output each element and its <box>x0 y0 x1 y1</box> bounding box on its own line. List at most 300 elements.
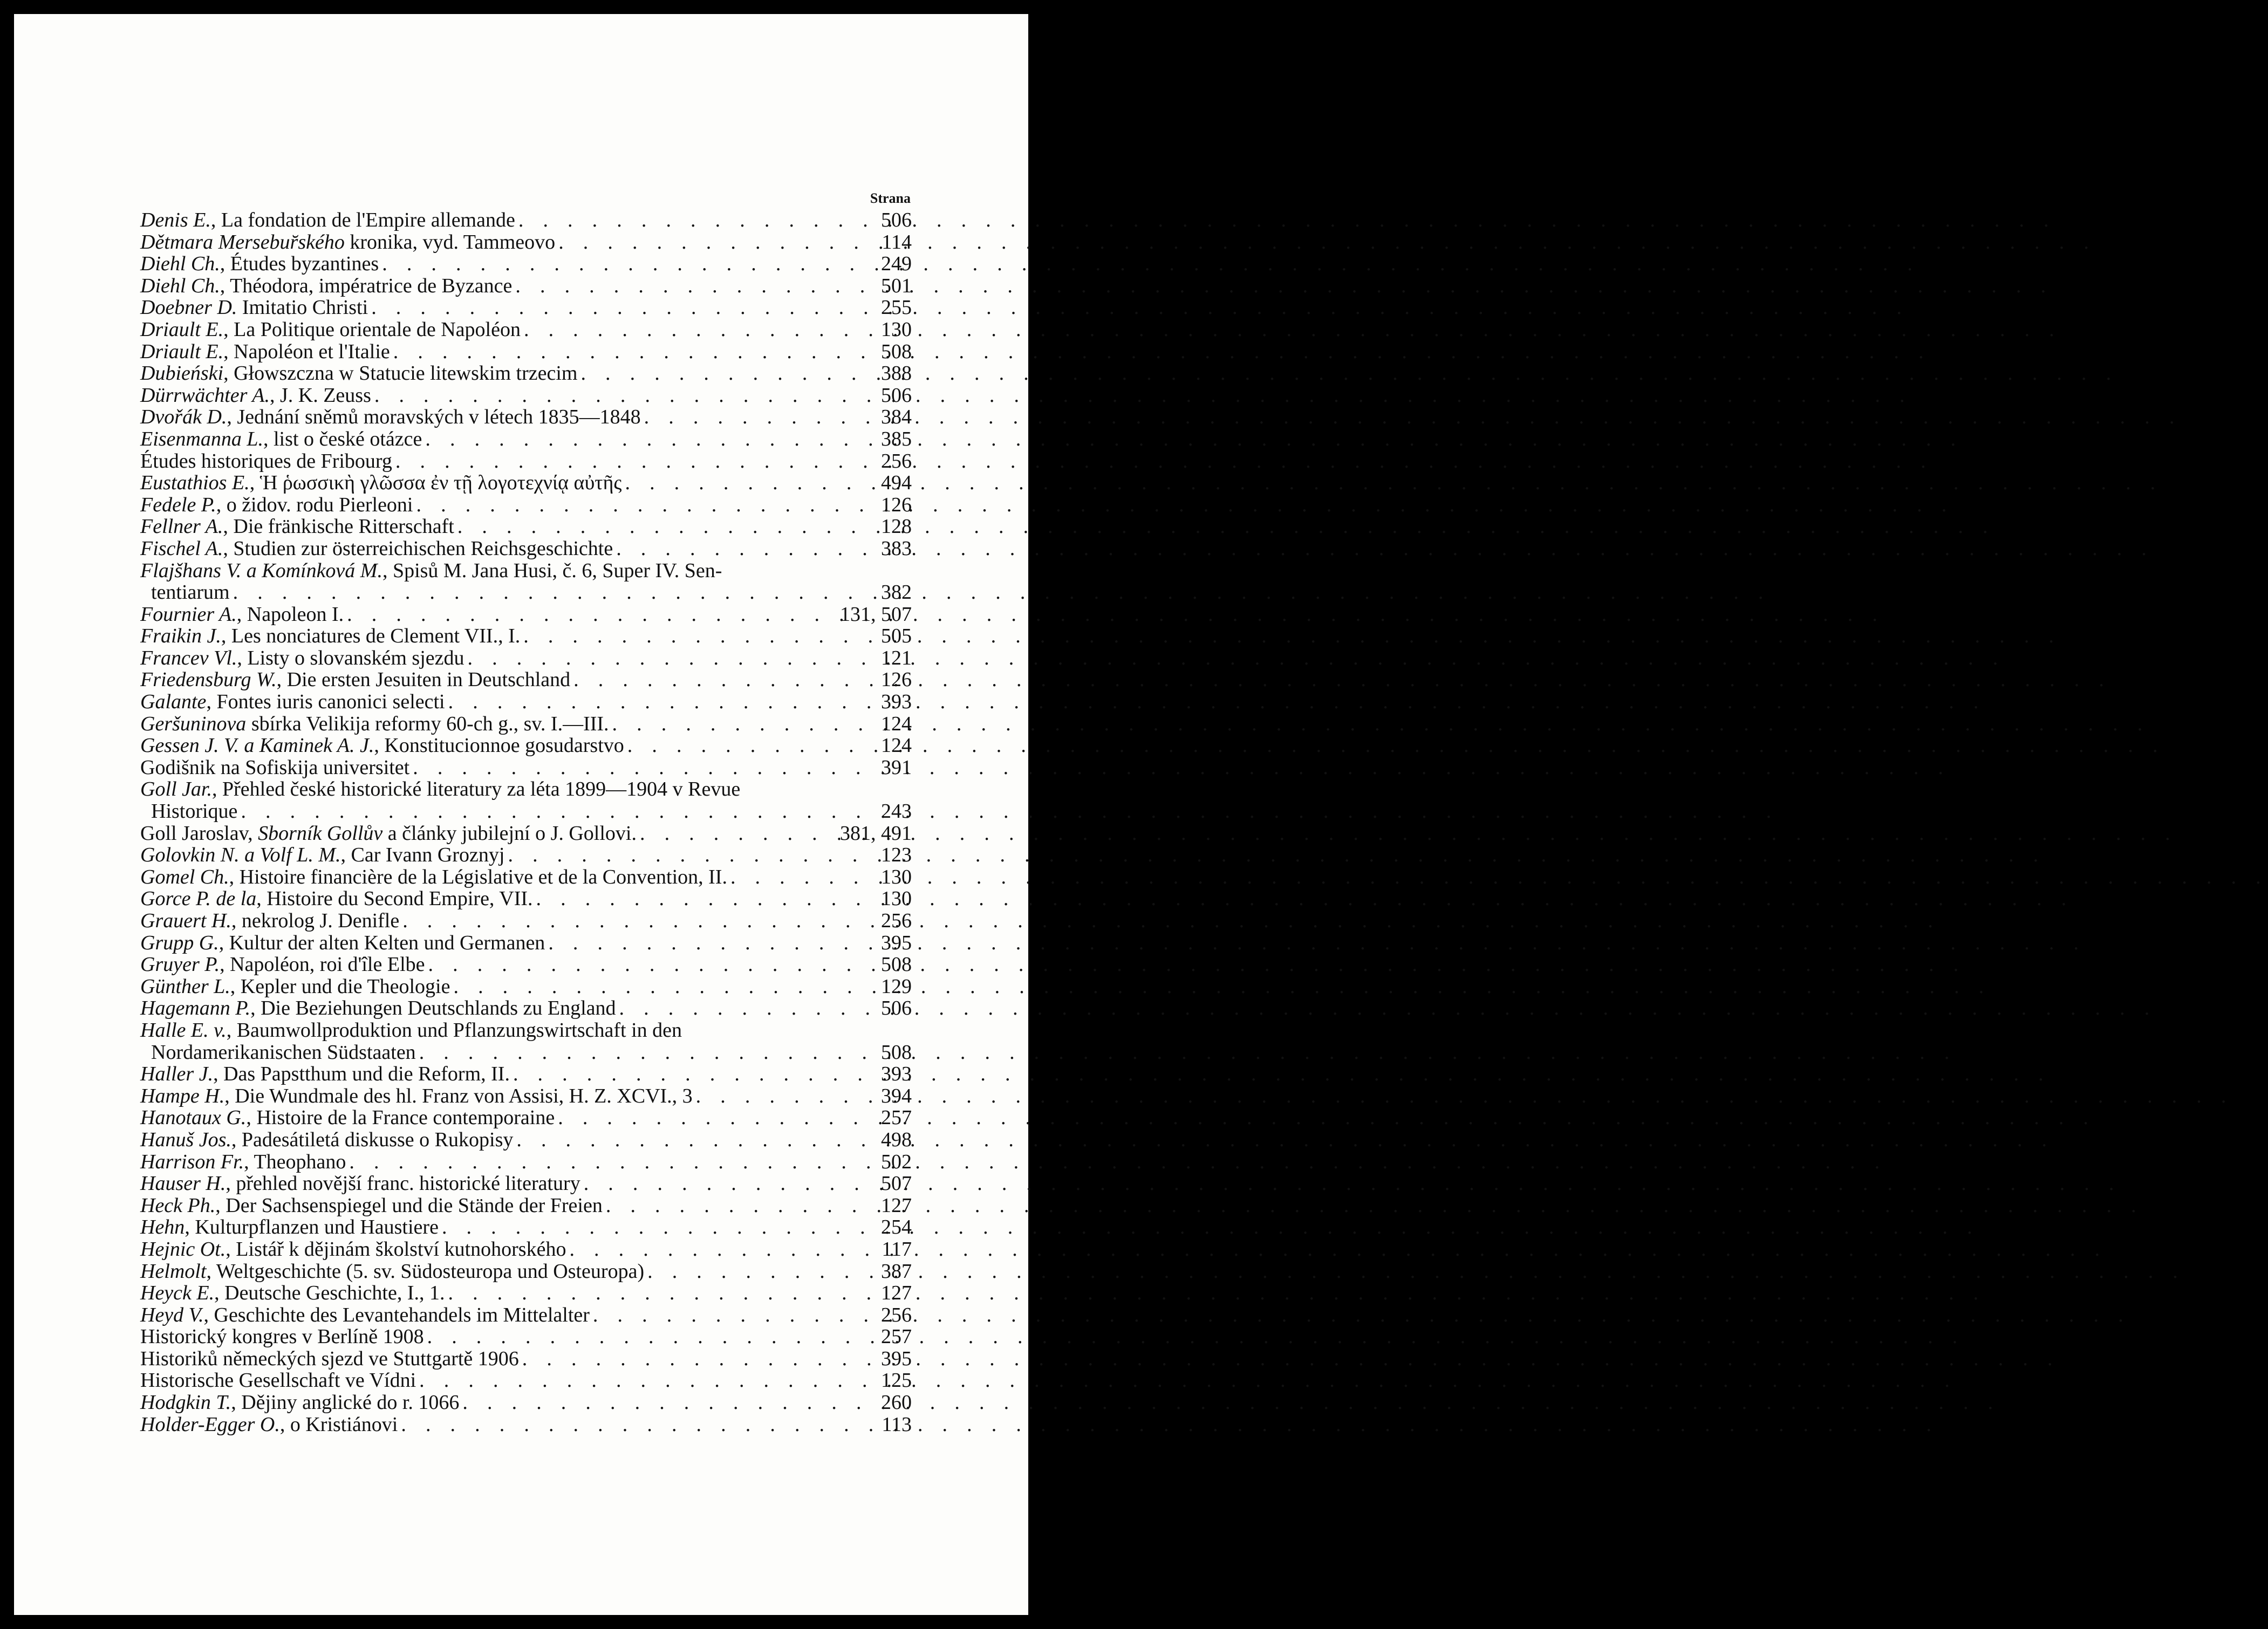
leader-dots <box>422 428 874 450</box>
entry-page-number: 126 <box>881 493 912 516</box>
index-entry <box>140 472 912 494</box>
entry-title: kronika, vyd. Tammeovo <box>344 230 556 254</box>
entry-title: , Listář k dějinám školství kutnohorského <box>226 1237 566 1261</box>
entry-title-italic: Sborník Gollův <box>258 822 383 845</box>
leader-dots <box>390 341 874 363</box>
entry-text <box>140 997 616 1019</box>
index-entry <box>140 1195 912 1217</box>
leader-dots <box>464 647 875 669</box>
index-entry <box>140 406 912 428</box>
leader-dots <box>621 472 874 494</box>
entry-text <box>140 231 555 254</box>
leader-dots <box>637 823 840 845</box>
entry-text <box>140 428 422 450</box>
entry-title: , Konstitucionnoe gosudarstvo <box>374 734 624 757</box>
entry-page-number: 256 <box>881 449 912 473</box>
index-entry <box>140 669 912 691</box>
entry-title: , Studien zur österreichischen Reichsgeschichte <box>223 537 613 560</box>
leader-dots <box>398 1414 874 1436</box>
leader-dots <box>371 385 874 407</box>
index-entry <box>140 1151 912 1173</box>
entry-text <box>140 538 613 560</box>
index-entry <box>140 757 912 779</box>
entry-title: , Přehled české historické literatury za léta 1899—1904 v Revue <box>212 778 741 801</box>
index-entry <box>140 450 912 473</box>
entry-text <box>140 450 392 473</box>
entry-title: Goll Jaroslav, <box>140 822 258 845</box>
leader-dots <box>515 209 874 231</box>
entry-title: , přehled novější franc. historické literatury <box>226 1172 580 1195</box>
entry-author: Gorce P. de la <box>140 887 257 911</box>
entry-page-number: 129 <box>881 975 912 998</box>
entry-text <box>140 406 641 428</box>
entry-text <box>140 1019 682 1042</box>
entry-text <box>140 1370 416 1392</box>
entry-page-number: 243 <box>881 800 912 823</box>
entry-author: Hehn <box>140 1216 185 1239</box>
entry-page-number: 508 <box>881 1041 912 1064</box>
entry-page-number: 123 <box>881 844 912 867</box>
entry-title-rest: a články jubilejní o J. Gollovi. <box>382 822 637 845</box>
entry-page-number: 131, 507 <box>840 603 912 626</box>
leader-dots <box>510 1063 874 1085</box>
entry-author: Hampe H. <box>140 1084 225 1107</box>
entry-text <box>140 757 409 779</box>
entry-title: , Głowszczna w Statucie litewskim trzecim <box>223 362 578 385</box>
entry-text <box>140 1348 519 1370</box>
entry-title: , Theophano <box>244 1150 346 1173</box>
entry-text <box>140 1173 580 1195</box>
index-entry-continuation <box>140 581 912 604</box>
entry-author: Denis E. <box>140 209 211 231</box>
entry-author: Helmolt <box>140 1260 207 1283</box>
index-entry <box>140 1261 912 1283</box>
leader-dots <box>521 319 874 341</box>
entry-title: Historiků německých sjezd ve Stuttgartě 1906 <box>140 1347 519 1370</box>
entry-author: Hejnic Ot. <box>140 1237 226 1261</box>
index-entry <box>140 297 912 319</box>
entry-page-number: 383 <box>881 537 912 560</box>
entry-text <box>140 516 454 538</box>
entry-page-number: 130 <box>881 887 912 911</box>
entry-page-number: 506 <box>881 384 912 407</box>
entry-author: Heyck E. <box>140 1282 215 1305</box>
leader-dots <box>346 1151 874 1173</box>
index-entry <box>140 778 912 800</box>
entry-title: , Napoléon et l'Italie <box>223 340 390 363</box>
entry-title: , list o české otázce <box>263 427 422 450</box>
entry-author: Harrison Fr. <box>140 1150 244 1173</box>
entry-page-number: 256 <box>881 909 912 932</box>
leader-dots <box>439 1216 874 1238</box>
leader-dots <box>545 932 874 954</box>
entry-text <box>140 954 425 976</box>
entry-author: Eustathios E. <box>140 471 250 495</box>
entry-text <box>140 1261 644 1283</box>
leader-dots <box>368 297 874 319</box>
index-entry <box>140 494 912 516</box>
entry-title: , Baumwollproduktion und Pflanzungswirtschaft in den <box>226 1018 682 1042</box>
entry-text <box>140 735 624 757</box>
entry-text <box>140 472 621 494</box>
entry-author: Fournier A. <box>140 603 237 626</box>
entry-title: , Histoire de la France contemporaine <box>246 1106 555 1130</box>
entry-title: , Histoire du Second Empire, VII. <box>256 887 533 911</box>
index-entry <box>140 647 912 669</box>
entry-title: , Der Sachsenspiegel und die Stände der Freien <box>215 1194 603 1217</box>
entry-text <box>140 976 450 998</box>
leader-dots <box>450 976 874 998</box>
entry-page-number: 256 <box>881 1303 912 1326</box>
entry-page-number: 387 <box>881 1260 912 1283</box>
index-entry <box>140 910 912 932</box>
leader-dots <box>644 1261 874 1283</box>
entry-title: , Napoleon I. <box>236 603 344 626</box>
index-entry <box>140 735 912 757</box>
leader-dots <box>693 1085 874 1107</box>
entry-text <box>140 647 464 669</box>
entry-page-number: 382 <box>881 581 912 604</box>
entry-text <box>140 1414 398 1436</box>
leader-dots <box>590 1304 874 1326</box>
leader-dots <box>555 231 874 254</box>
entry-title: , Die Wundmale des hl. Franz von Assisi, H. Z. XCVI., 3 <box>224 1084 693 1107</box>
entry-page-number: 505 <box>881 625 912 648</box>
entry-page-number: 121 <box>881 646 912 669</box>
index-entry <box>140 209 912 231</box>
entry-title: , Car Ivann Groznyj <box>340 844 505 867</box>
entry-text <box>140 1107 555 1129</box>
leader-dots <box>445 1282 874 1304</box>
entry-author: Geršuninova <box>140 712 247 735</box>
entry-author: Doebner D. <box>140 296 237 319</box>
entry-text <box>140 1063 510 1085</box>
index-entry <box>140 560 912 582</box>
entry-author: Gruyer P. <box>140 953 220 976</box>
index-entry <box>140 1173 912 1195</box>
entry-title: Imitatio Christi <box>237 296 368 319</box>
entry-text <box>140 888 533 910</box>
entry-page-number: 508 <box>881 340 912 363</box>
entry-page-number: 126 <box>881 668 912 692</box>
entry-author: Heyd V. <box>140 1303 204 1326</box>
entry-page-number: 388 <box>881 362 912 385</box>
leader-dots <box>520 625 874 647</box>
entry-text <box>140 778 740 800</box>
index-entry <box>140 319 912 341</box>
leader-dots <box>424 1326 874 1348</box>
entry-title: , Spisů M. Jana Husi, č. 6, Super IV. Sen- <box>382 559 722 582</box>
index-entry <box>140 538 912 560</box>
leader-dots <box>379 253 874 275</box>
index-entry-continuation <box>140 800 912 823</box>
entry-page-number: 124 <box>881 734 912 757</box>
entry-title: Historický kongres v Berlíně 1908 <box>140 1325 424 1349</box>
entry-title: Études historiques de Fribourg <box>140 449 392 473</box>
entry-text <box>140 1195 603 1217</box>
entry-page-number: 384 <box>881 406 912 429</box>
entry-page-number: 506 <box>881 209 912 231</box>
entry-title: , Théodora, impératrice de Byzance <box>220 274 513 297</box>
leader-dots <box>409 757 874 779</box>
entry-page-number: 395 <box>881 931 912 954</box>
entry-author: Galante <box>140 690 207 714</box>
index-entry <box>140 1370 912 1392</box>
index-entry <box>140 625 912 647</box>
entry-author: Fellner A. <box>140 515 223 538</box>
index-entry <box>140 1414 912 1436</box>
leader-dots <box>533 888 875 910</box>
entry-author: Haller J. <box>140 1063 214 1086</box>
entry-text <box>140 866 727 888</box>
leader-dots <box>566 1238 874 1261</box>
entry-author: Eisenmanna L. <box>140 427 263 450</box>
entry-text <box>140 253 379 275</box>
leader-dots <box>727 866 874 888</box>
leader-dots <box>519 1348 874 1370</box>
entry-title: , La Politique orientale de Napoléon <box>223 318 521 341</box>
index-entry <box>140 823 912 845</box>
index-entry-multiline <box>140 1019 912 1063</box>
entry-author: Hanotaux G. <box>140 1106 247 1130</box>
entry-page-number: 494 <box>881 471 912 495</box>
entry-page-number: 385 <box>881 427 912 450</box>
entry-text <box>140 713 609 735</box>
entry-author: Grupp G. <box>140 931 219 954</box>
entry-author: Hanuš Jos. <box>140 1128 231 1151</box>
index-entry <box>140 1282 912 1304</box>
entry-text <box>140 275 512 297</box>
entry-title: sbírka Velikija reformy 60-ch g., sv. I.—III. <box>246 712 609 735</box>
leader-dots <box>616 997 874 1019</box>
entry-text <box>140 1392 459 1414</box>
entry-author: Goll Jar. <box>140 778 212 801</box>
entry-page-number: 127 <box>881 1194 912 1217</box>
entry-author: Heck Ph. <box>140 1194 216 1217</box>
entry-page-number: 114 <box>882 230 912 254</box>
index-entry <box>140 954 912 976</box>
entries-container <box>140 209 912 1435</box>
entry-page-number: 501 <box>881 274 912 297</box>
leader-dots <box>624 735 874 757</box>
index-entry <box>140 1019 912 1042</box>
index-entry <box>140 888 912 910</box>
entry-author: Günther L. <box>140 975 230 998</box>
leader-dots <box>641 406 874 428</box>
leader-dots <box>570 669 874 691</box>
entry-author: Friedensburg W. <box>140 668 277 692</box>
entry-page-number: 130 <box>881 865 912 888</box>
index-list <box>140 188 912 1435</box>
entry-text <box>140 560 722 582</box>
index-entry <box>140 1326 912 1348</box>
entry-title: , Deutsche Geschichte, I., 1. <box>214 1282 445 1305</box>
entry-author: Fedele P. <box>140 493 216 516</box>
index-entry <box>140 231 912 254</box>
index-entry <box>140 932 912 954</box>
index-entry-multiline <box>140 560 912 604</box>
entry-title: , J. K. Zeuss <box>269 384 371 407</box>
entry-text <box>140 1085 693 1107</box>
leader-dots <box>425 954 875 976</box>
entry-author: Halle E. v. <box>140 1018 227 1042</box>
leader-dots <box>577 362 874 385</box>
entry-page-number: 257 <box>881 1325 912 1349</box>
entry-author: Diehl Ch. <box>140 274 220 297</box>
entry-author: Driault E. <box>140 340 224 363</box>
entry-page-number: 507 <box>881 1172 912 1195</box>
index-entry <box>140 1348 912 1370</box>
entry-page-number: 393 <box>881 690 912 714</box>
entry-page-number: 395 <box>881 1347 912 1370</box>
entry-text <box>140 1304 590 1326</box>
index-entry <box>140 866 912 888</box>
leader-dots <box>392 450 874 473</box>
entry-author: Hagemann P. <box>140 997 251 1020</box>
entry-title: , Geschichte des Levantehandels im Mittelalter <box>203 1303 590 1326</box>
leader-dots <box>413 494 875 516</box>
entry-title: , Histoire financière de la Législative et de la Convention, II. <box>229 865 727 888</box>
leader-dots <box>416 1370 874 1392</box>
leader-dots <box>555 1107 874 1129</box>
index-entry <box>140 844 912 866</box>
entry-page-number: 124 <box>881 712 912 735</box>
leader-dots <box>459 1392 874 1414</box>
entry-author: Dvořák D. <box>140 406 227 429</box>
entry-page-number: 130 <box>881 318 912 341</box>
entry-page-number: 257 <box>881 1106 912 1130</box>
entry-text <box>140 319 521 341</box>
entry-author: Francev Vl. <box>140 646 237 669</box>
leader-dots <box>504 844 874 866</box>
entry-title-continuation: Historique <box>151 800 238 823</box>
entry-text <box>140 341 390 363</box>
entry-text <box>140 1151 346 1173</box>
page <box>14 14 1028 1615</box>
entry-title: , Listy o slovanském sjezdu <box>237 646 464 669</box>
index-entry-multiline <box>140 778 912 822</box>
entry-page-number: 502 <box>881 1150 912 1173</box>
leader-dots <box>613 538 874 560</box>
entry-text <box>140 1216 439 1238</box>
entry-page-number: 254 <box>881 1216 912 1239</box>
entry-title: , Die fränkische Ritterschaft <box>223 515 454 538</box>
entry-author: Diehl Ch. <box>140 252 220 276</box>
entry-text <box>140 910 399 932</box>
entry-text <box>140 1238 566 1261</box>
entry-page-number: 391 <box>881 756 912 779</box>
entry-text <box>140 1129 513 1151</box>
entry-title: , o Kristiánovi <box>279 1413 398 1436</box>
index-entry <box>140 516 912 538</box>
entry-title: , Die ersten Jesuiten in Deutschland <box>276 668 571 692</box>
entry-title: , Kepler und die Theologie <box>230 975 450 998</box>
entry-title: , Das Papstthum und die Reform, II. <box>213 1063 510 1086</box>
entry-text <box>140 385 371 407</box>
entry-text <box>140 1282 445 1304</box>
entry-title: Godišnik na Sofiskija universitet <box>140 756 410 779</box>
entry-author: Dětmara Mersebur̆ského <box>140 230 345 254</box>
entry-title: , o židov. rodu Pierleoni <box>216 493 413 516</box>
entry-title: , Les nonciatures de Clement VII., I. <box>221 625 521 648</box>
index-entry <box>140 976 912 998</box>
entry-author: Dürrwächter A. <box>140 384 270 407</box>
entry-text <box>140 209 515 231</box>
index-entry <box>140 253 912 275</box>
entry-title: , Napoléon, roi d'île Elbe <box>220 953 425 976</box>
entry-page-number: 381, 491 <box>840 822 912 845</box>
entry-author: Gessen J. V. a Kaminek A. J. <box>140 734 374 757</box>
entry-author: Fischel A. <box>140 537 223 560</box>
index-entry <box>140 385 912 407</box>
entry-page-number: 260 <box>881 1391 912 1414</box>
entry-text <box>140 625 520 647</box>
index-entry <box>140 1216 912 1238</box>
entry-text <box>140 691 445 713</box>
entry-title: , Kulturpflanzen und Haustiere <box>185 1216 439 1239</box>
entry-author: Golovkin N. a Volf L. M. <box>140 844 341 867</box>
entry-text <box>140 494 413 516</box>
index-entry <box>140 1063 912 1085</box>
entry-title: , Jednání sněmů moravských v létech 1835—1848 <box>227 406 641 429</box>
entry-title: , Dějiny anglické do r. 1066 <box>231 1391 460 1414</box>
entry-page-number: 393 <box>881 1063 912 1086</box>
index-entry <box>140 341 912 363</box>
column-header-strana: Strana <box>870 190 911 206</box>
entry-text <box>140 604 344 626</box>
entry-text <box>140 823 637 845</box>
entry-text <box>140 362 577 385</box>
leader-dots <box>454 516 874 538</box>
leader-dots <box>344 604 840 626</box>
entry-author: Hauser H. <box>140 1172 226 1195</box>
index-entry <box>140 275 912 297</box>
entry-author: Dubieński <box>140 362 224 385</box>
entry-text <box>140 297 368 319</box>
entry-page-number: 125 <box>881 1369 912 1392</box>
entry-page-number: 508 <box>881 953 912 976</box>
index-entry <box>140 1304 912 1326</box>
entry-author: Gomel Ch. <box>140 865 229 888</box>
entry-author: Fraikin J. <box>140 625 221 648</box>
entry-author: Driault E. <box>140 318 224 341</box>
entry-text <box>140 1326 424 1348</box>
index-entry <box>140 1107 912 1129</box>
entry-text <box>140 669 570 691</box>
entry-title-continuation: tentiarum <box>151 581 230 604</box>
entry-title-continuation: Nordamerikanischen Südstaaten <box>151 1041 416 1064</box>
entry-title: , Fontes iuris canonici selecti <box>206 690 445 714</box>
leader-dots <box>399 910 874 932</box>
entry-page-number: 128 <box>881 515 912 538</box>
entry-page-number: 498 <box>881 1128 912 1151</box>
entry-page-number: 113 <box>882 1413 912 1436</box>
entry-page-number: 249 <box>881 252 912 276</box>
entry-text <box>140 844 504 866</box>
leader-dots <box>237 800 874 823</box>
leader-dots <box>603 1195 874 1217</box>
entry-title: Historische Gesellschaft ve Vídni <box>140 1369 416 1392</box>
leader-dots <box>580 1173 874 1195</box>
leader-dots <box>513 1129 874 1151</box>
entry-page-number: 117 <box>882 1237 912 1261</box>
entry-author: Grauert H. <box>140 909 231 932</box>
entry-page-number: 506 <box>881 997 912 1020</box>
leader-dots <box>416 1042 874 1064</box>
index-entry-continuation <box>140 1042 912 1064</box>
leader-dots <box>512 275 874 297</box>
entry-title: , Kultur der alten Kelten und Germanen <box>218 931 545 954</box>
